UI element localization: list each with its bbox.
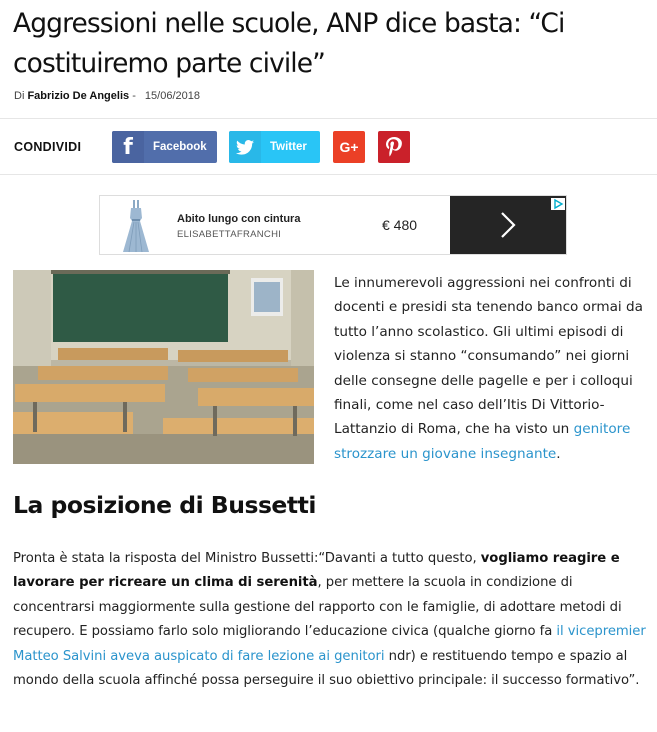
chevron-right-icon: [500, 211, 516, 239]
dress-product-image: [120, 199, 152, 253]
body-text-mid: , per mettere la scuola in condizione di concentrarsi maggiormente sulla gestione del rapporto con le famiglie, di adottare metodi di recupero. E possiamo farlo solo migliorando l’educazione civica (qualche giorno fa: [13, 575, 622, 640]
twitter-icon: [229, 131, 261, 163]
author-link[interactable]: Fabrizio De Angelis: [27, 90, 130, 102]
article-title: Aggressioni nelle scuole, ANP dice basta: “Ci costituiremo parte civile”: [13, 8, 565, 79]
divider-top: [0, 118, 657, 119]
body-text-end: ndr) e restituendo tempo e spazio al mondo della scuola affinché possa perseguire il suo obiettivo principale: il successo formativo”.: [13, 648, 640, 689]
intro-end: .: [556, 445, 561, 462]
body-paragraph: [13, 547, 655, 693]
body-bold-quote: vogliamo reagire e lavorare per ricreare un clima di serenità: [13, 551, 620, 591]
intro-text: Le innumerevoli aggressioni nei confronti di docenti e presidi sta tenendo banco ormai da tutto l’anno scolastico. Gli ultimi episodi di violenza si stanno “consumando” nei giorni delle consegne delle pagelle e per i colloqui finali, come nel caso dell’Itis Di Vittorio-Lattanzio di Roma, che ha visto un: [334, 275, 643, 438]
pinterest-share-button[interactable]: [378, 131, 410, 163]
ad-next-button[interactable]: [450, 196, 566, 254]
classroom-photo: [13, 270, 314, 464]
by-prefix: Di: [14, 90, 25, 102]
twitter-label: Twitter: [270, 141, 307, 153]
salvini-link[interactable]: il vicepremier Matteo Salvini aveva auspicato di fare lezione ai genitori: [13, 624, 646, 664]
ad-brand: ELISABETTAFRANCHI: [177, 229, 282, 240]
pinterest-icon: [386, 137, 402, 157]
google-plus-icon: G+: [339, 139, 359, 155]
twitter-share-button[interactable]: [229, 131, 320, 163]
adchoices-icon[interactable]: [551, 197, 565, 209]
share-label: CONDIVIDI: [14, 140, 82, 154]
section-heading: La posizione di Bussetti: [13, 491, 316, 519]
ad-banner[interactable]: [99, 195, 567, 255]
ad-product-name: Abito lungo con cintura: [177, 213, 301, 225]
ad-price: € 480: [382, 217, 418, 233]
publish-date: 15/06/2018: [144, 90, 200, 102]
facebook-share-button[interactable]: [112, 131, 217, 163]
article-meta: [14, 90, 200, 102]
divider-bottom: [0, 174, 657, 175]
facebook-icon: f: [112, 131, 144, 163]
facebook-label: Facebook: [153, 141, 207, 153]
google-plus-share-button[interactable]: [333, 131, 365, 163]
body-text-start: Pronta è stata la risposta del Ministro Bussetti:“Davanti a tutto questo,: [13, 551, 481, 566]
intro-paragraph: [334, 271, 655, 466]
intro-link[interactable]: genitore strozzare un giovane insegnante: [334, 421, 631, 462]
meta-separator: -: [132, 90, 136, 102]
